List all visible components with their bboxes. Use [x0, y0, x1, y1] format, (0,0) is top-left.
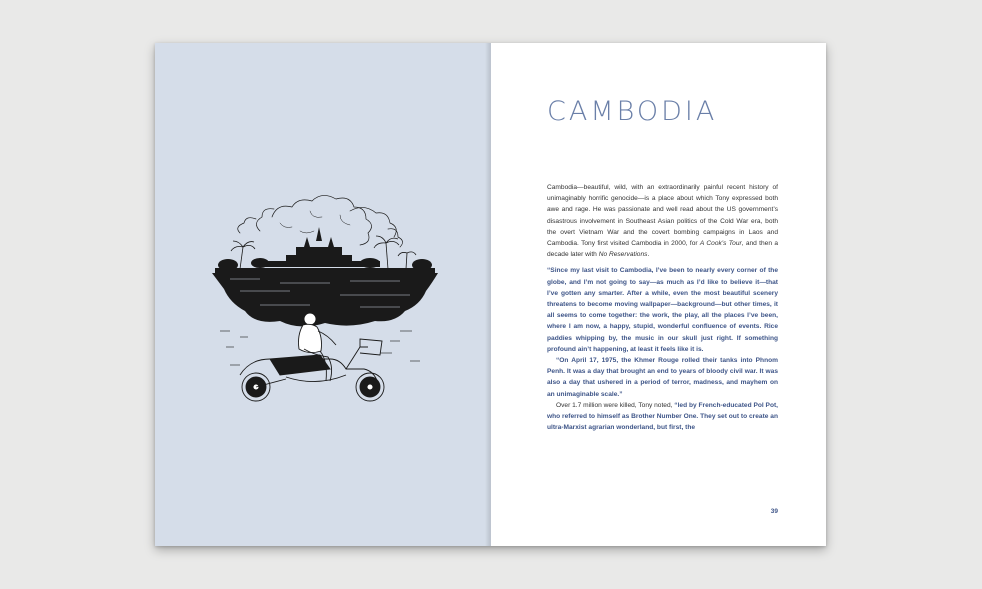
intro-text-part-3: .: [647, 251, 650, 259]
motorbike-temple-illustration: [200, 171, 450, 416]
intro-italic-title-1: A Cook’s Tour: [699, 240, 742, 248]
intro-italic-title-2: No Reservations: [598, 251, 648, 259]
page-number: 39: [770, 508, 778, 515]
intro-text-part-2: , and then a decade later with: [547, 240, 778, 259]
closing-paragraph: [547, 400, 778, 434]
quote-paragraph-1: “Since my last visit to Cambodia, I’ve been to nearly every corner of the globe, and I’m not going to say—as much as I’d like to believe it—that I’ve gotten any smarter. After a while, even the most beautiful scenery threatens to become moving wallpaper—background—but other times, it all seems to come together: the work, the play, all the places I’ve been, where I am now, a happy, stupid, wonderful confluence of events. Rice paddies whipping by, the music in our skull just right. If something profound ain’t happening, at least it feels like it is.: [547, 267, 778, 353]
right-page: [491, 43, 826, 546]
closing-text-plain: Over 1.7 million were killed, Tony noted,: [556, 401, 675, 409]
left-page: [155, 43, 491, 546]
book-spread: [155, 43, 826, 546]
intro-paragraph: [547, 182, 778, 260]
chapter-title: CAMBODIA: [547, 96, 718, 127]
body-text: [547, 182, 778, 433]
closing-text-quote: “led by French-educated Pol Pot, who referred to himself as Brother Number One. They set out to create an ultra-Marxist agrarian wonderland, but first, the: [547, 401, 778, 432]
quote-paragraph-2: “On April 17, 1975, the Khmer Rouge rolled their tanks into Phnom Penh. It was a day that brought an end to years of bloody civil war. It was also a day that ushered in a period of terror, madness, and mayhem on an unimaginable scale.”: [547, 357, 778, 398]
intro-text-part-1: Cambodia—beautiful, wild, with an extraordinarily painful recent history of unimaginably horrific genocide—is a place about which Tony expressed both awe and rage. He was passionate and well read about the US government’s disastrous involvement in Southeast Asian politics of the Cold War era, both the overt Vietnam War and the covert bombing campaigns in Laos and Cambodia. Tony first visited Cambodia in 2000, for: [547, 184, 778, 248]
